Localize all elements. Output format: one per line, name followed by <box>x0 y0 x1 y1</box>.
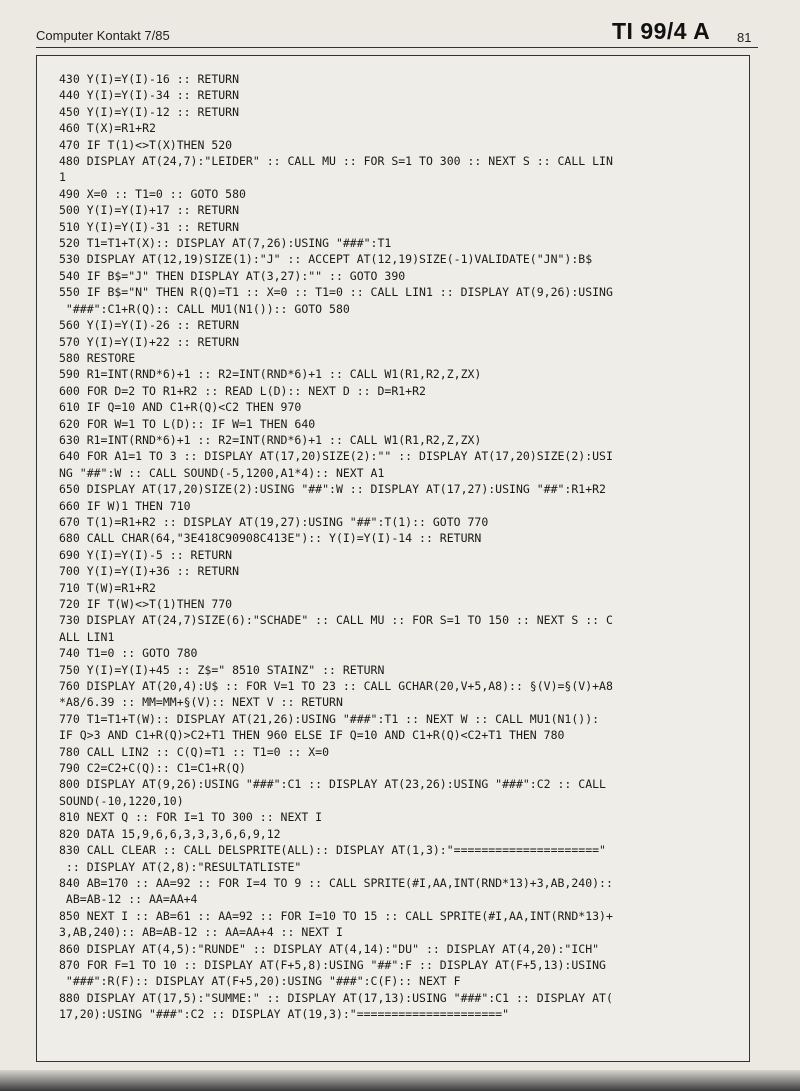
code-line: 820 DATA 15,9,6,6,3,3,3,6,6,9,12 <box>59 826 281 841</box>
code-line: 570 Y(I)=Y(I)+22 :: RETURN <box>59 334 240 349</box>
code-line: 17,20):USING "###":C2 :: DISPLAY AT(19,3):"=====================" <box>59 1007 510 1022</box>
code-line: SOUND(-10,1220,10) <box>59 793 184 808</box>
magazine-issue: Computer Kontakt 7/85 <box>36 28 170 43</box>
code-line: 530 DISPLAY AT(12,19)SIZE(1):"J" :: ACCEPT AT(12,19)SIZE(-1)VALIDATE("JN"):B$ <box>59 252 593 267</box>
code-line: 760 DISPLAY AT(20,4):U$ :: FOR V=1 TO 23 :: CALL GCHAR(20,V+5,A8):: §(V)=§(V)+A8 <box>59 679 613 694</box>
code-line: 610 IF Q=10 AND C1+R(Q)<C2 THEN 970 <box>59 400 302 415</box>
code-line: 480 DISPLAY AT(24,7):"LEIDER" :: CALL MU :: FOR S=1 TO 300 :: NEXT S :: CALL LIN <box>59 154 613 169</box>
code-line: 550 IF B$="N" THEN R(Q)=T1 :: X=0 :: T1=0 :: CALL LIN1 :: DISPLAY AT(9,26):USING <box>59 285 613 300</box>
code-line: 500 Y(I)=Y(I)+17 :: RETURN <box>59 203 240 218</box>
code-line: 440 Y(I)=Y(I)-34 :: RETURN <box>59 88 240 103</box>
code-line: 590 R1=INT(RND*6)+1 :: R2=INT(RND*6)+1 :: CALL W1(R1,R2,Z,ZX) <box>59 367 482 382</box>
code-line: ALL LIN1 <box>59 629 115 644</box>
code-line: 490 X=0 :: T1=0 :: GOTO 580 <box>59 186 246 201</box>
code-line: 870 FOR F=1 TO 10 :: DISPLAY AT(F+5,8):USING "##":F :: DISPLAY AT(F+5,13):USING <box>59 957 606 972</box>
code-line: "###":C1+R(Q):: CALL MU1(N1()):: GOTO 580 <box>59 301 350 316</box>
code-line: 520 T1=T1+T(X):: DISPLAY AT(7,26):USING "###":T1 <box>59 236 392 251</box>
code-line: 620 FOR W=1 TO L(D):: IF W=1 THEN 640 <box>59 416 316 431</box>
code-line: 840 AB=170 :: AA=92 :: FOR I=4 TO 9 :: CALL SPRITE(#I,AA,INT(RND*13)+3,AB,240):: <box>59 875 613 890</box>
code-line: 800 DISPLAY AT(9,26):USING "###":C1 :: DISPLAY AT(23,26):USING "###":C2 :: CALL <box>59 777 606 792</box>
code-line: IF Q>3 AND C1+R(Q)>C2+T1 THEN 960 ELSE IF Q=10 AND C1+R(Q)<C2+T1 THEN 780 <box>59 728 565 743</box>
code-line: 720 IF T(W)<>T(1)THEN 770 <box>59 597 233 611</box>
code-line: NG "##":W :: CALL SOUND(-5,1200,A1*4):: NEXT A1 <box>59 465 385 480</box>
code-line: 790 C2=C2+C(Q):: C1=C1+R(Q) <box>59 761 246 776</box>
code-line: 560 Y(I)=Y(I)-26 :: RETURN <box>59 318 240 333</box>
code-line: 640 FOR A1=1 TO 3 :: DISPLAY AT(17,20)SIZE(2):"" :: DISPLAY AT(17,20)SIZE(2):USI <box>59 449 613 464</box>
code-line: 780 CALL LIN2 :: C(Q)=T1 :: T1=0 :: X=0 <box>59 744 330 759</box>
code-line: 470 IF T(1)<>T(X)THEN 520 <box>59 137 233 152</box>
page-edge-shadow <box>0 1070 800 1091</box>
code-line: 660 IF W)1 THEN 710 <box>59 498 191 513</box>
code-line: 770 T1=T1+T(W):: DISPLAY AT(21,26):USING "###":T1 :: NEXT W :: CALL MU1(N1()): <box>59 711 600 726</box>
code-line: 650 DISPLAY AT(17,20)SIZE(2):USING "##":W :: DISPLAY AT(17,27):USING "##":R1+R2 <box>59 482 606 497</box>
page-number: 81 <box>737 30 752 45</box>
code-line: 580 RESTORE <box>59 350 136 365</box>
section-title: TI 99/4 A <box>612 18 711 44</box>
code-line: 600 FOR D=2 TO R1+R2 :: READ L(D):: NEXT D :: D=R1+R2 <box>59 383 426 398</box>
code-line: 510 Y(I)=Y(I)-31 :: RETURN <box>59 219 240 234</box>
code-line: 670 T(1)=R1+R2 :: DISPLAY AT(19,27):USING "##":T(1):: GOTO 770 <box>59 514 489 529</box>
code-line: 540 IF B$="J" THEN DISPLAY AT(3,27):"" :: GOTO 390 <box>59 268 406 283</box>
code-line: 3,AB,240):: AB=AB-12 :: AA=AA+4 :: NEXT I <box>59 925 343 940</box>
code-line: 690 Y(I)=Y(I)-5 :: RETURN <box>59 547 233 562</box>
code-line: 830 CALL CLEAR :: CALL DELSPRITE(ALL):: DISPLAY AT(1,3):"=====================" <box>59 843 606 858</box>
code-line: 730 DISPLAY AT(24,7)SIZE(6):"SCHADE" :: CALL MU :: FOR S=1 TO 150 :: NEXT S :: C <box>59 613 613 628</box>
code-line: 850 NEXT I :: AB=61 :: AA=92 :: FOR I=10 TO 15 :: CALL SPRITE(#I,AA,INT(RND*13)+ <box>59 908 613 923</box>
code-line: 680 CALL CHAR(64,"3E418C90908C413E"):: Y(I)=Y(I)-14 :: RETURN <box>59 531 482 546</box>
code-line: 710 T(W)=R1+R2 <box>59 580 156 595</box>
code-line: 860 DISPLAY AT(4,5):"RUNDE" :: DISPLAY AT(4,14):"DU" :: DISPLAY AT(4,20):"ICH" <box>59 941 600 956</box>
page-header <box>0 18 800 58</box>
code-line: 1 <box>59 170 66 185</box>
code-line: 430 Y(I)=Y(I)-16 :: RETURN <box>59 72 240 86</box>
code-line: :: DISPLAY AT(2,8):"RESULTATLISTE" <box>59 859 302 874</box>
code-line: 700 Y(I)=Y(I)+36 :: RETURN <box>59 564 240 579</box>
code-line: 880 DISPLAY AT(17,5):"SUMME:" :: DISPLAY AT(17,13):USING "###":C1 :: DISPLAY AT( <box>59 990 613 1005</box>
code-line: 810 NEXT Q :: FOR I=1 TO 300 :: NEXT I <box>59 810 323 825</box>
code-line: 460 T(X)=R1+R2 <box>59 121 156 136</box>
listing-box <box>36 55 750 1062</box>
code-line: 630 R1=INT(RND*6)+1 :: R2=INT(RND*6)+1 :: CALL W1(R1,R2,Z,ZX) <box>59 432 482 447</box>
code-line: *A8/6.39 :: MM=MM+§(V):: NEXT V :: RETURN <box>59 695 343 710</box>
header-rule <box>36 47 758 48</box>
code-line: "###":R(F):: DISPLAY AT(F+5,20):USING "###":C(F):: NEXT F <box>59 974 461 989</box>
code-line: 450 Y(I)=Y(I)-12 :: RETURN <box>59 104 240 119</box>
basic-listing <box>59 71 747 1023</box>
code-line: AB=AB-12 :: AA=AA+4 <box>59 892 198 907</box>
code-line: 750 Y(I)=Y(I)+45 :: Z$=" 8510 STAINZ" :: RETURN <box>59 662 385 677</box>
code-line: 740 T1=0 :: GOTO 780 <box>59 646 198 661</box>
